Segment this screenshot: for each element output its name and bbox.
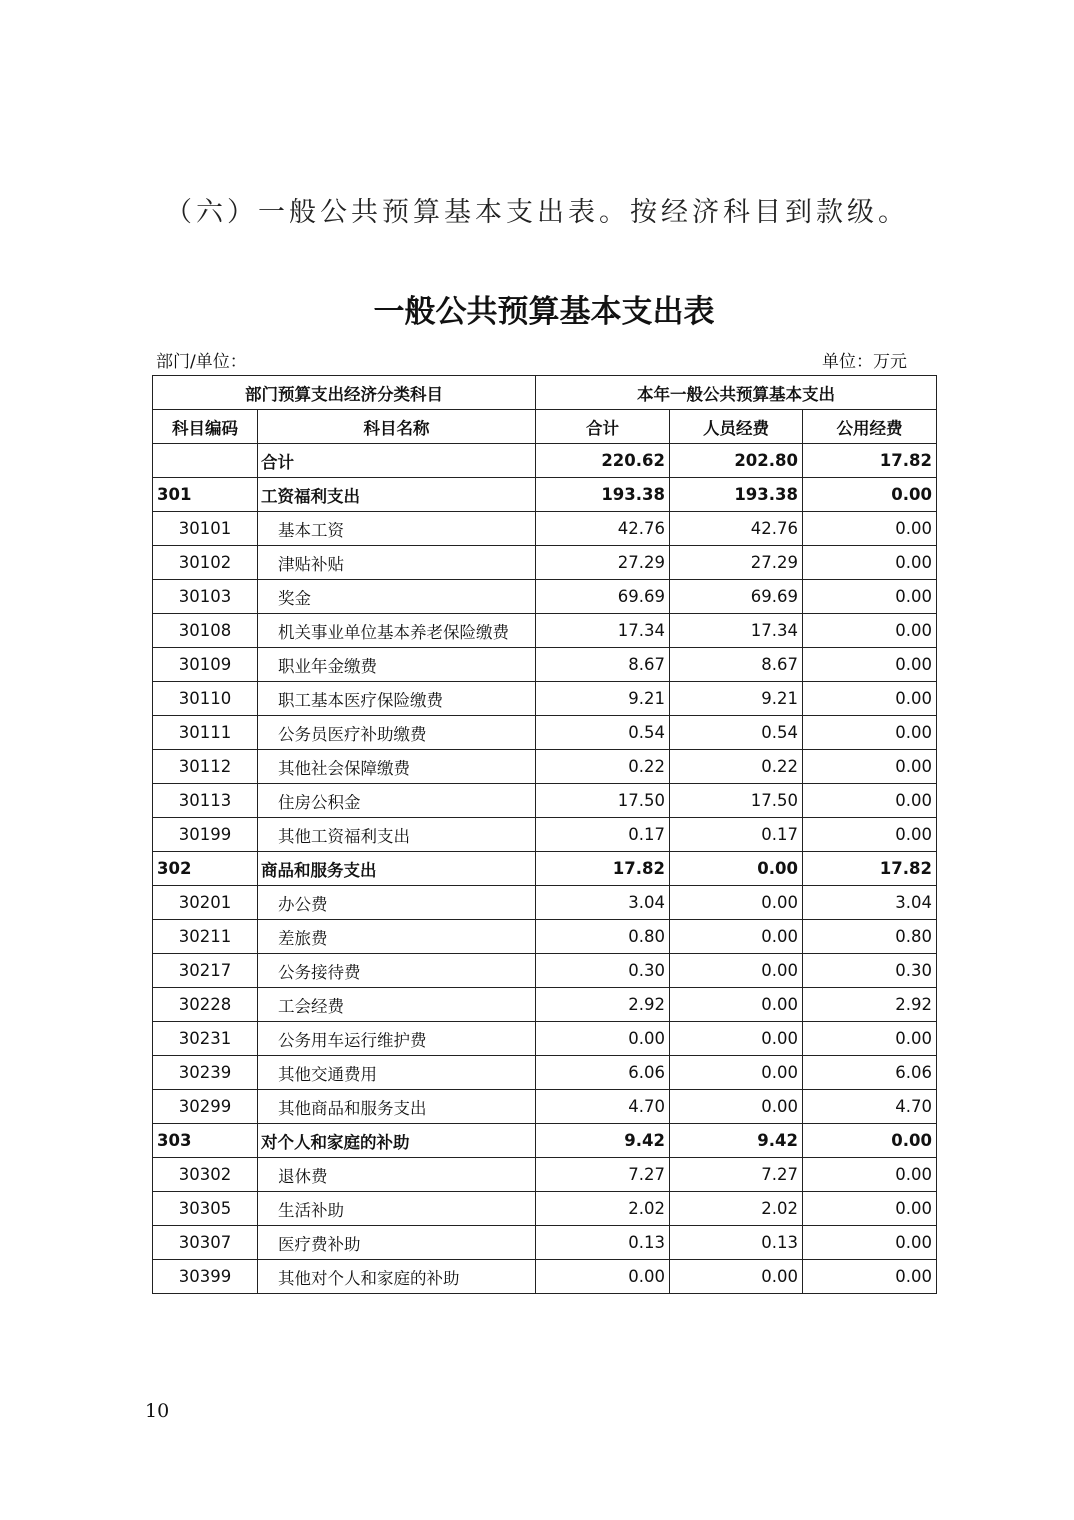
cell-public: 6.06 <box>803 1056 937 1090</box>
cell-public: 0.00 <box>803 1158 937 1192</box>
cell-code: 30305 <box>153 1192 258 1226</box>
cell-public: 0.00 <box>803 818 937 852</box>
cell-total: 0.30 <box>536 954 670 988</box>
budget-table <box>152 375 937 1294</box>
cell-personnel: 202.80 <box>670 444 803 478</box>
cell-personnel: 17.50 <box>670 784 803 818</box>
table-row <box>153 614 937 648</box>
table-row <box>153 1192 937 1226</box>
cell-public: 0.00 <box>803 1260 937 1294</box>
cell-total: 0.00 <box>536 1260 670 1294</box>
cell-total: 17.50 <box>536 784 670 818</box>
cell-name: 基本工资 <box>258 512 536 546</box>
cell-total: 193.38 <box>536 478 670 512</box>
cell-name: 津贴补贴 <box>258 546 536 580</box>
table-row <box>153 478 937 512</box>
cell-total: 9.21 <box>536 682 670 716</box>
cell-code: 301 <box>153 478 258 512</box>
cell-name: 商品和服务支出 <box>258 852 536 886</box>
cell-name: 奖金 <box>258 580 536 614</box>
cell-code: 30108 <box>153 614 258 648</box>
cell-name: 其他商品和服务支出 <box>258 1090 536 1124</box>
header-total: 合计 <box>536 410 670 444</box>
cell-public: 0.00 <box>803 614 937 648</box>
cell-total: 220.62 <box>536 444 670 478</box>
cell-name: 职业年金缴费 <box>258 648 536 682</box>
cell-code: 30111 <box>153 716 258 750</box>
table-row <box>153 1090 937 1124</box>
cell-code: 30113 <box>153 784 258 818</box>
cell-public: 0.00 <box>803 580 937 614</box>
cell-public: 3.04 <box>803 886 937 920</box>
cell-code: 30199 <box>153 818 258 852</box>
cell-code: 30302 <box>153 1158 258 1192</box>
department-label: 部门/单位： <box>156 352 247 372</box>
table-row <box>153 546 937 580</box>
cell-public: 4.70 <box>803 1090 937 1124</box>
cell-total: 8.67 <box>536 648 670 682</box>
cell-total: 27.29 <box>536 546 670 580</box>
cell-name: 退休费 <box>258 1158 536 1192</box>
cell-name: 对个人和家庭的补助 <box>258 1124 536 1158</box>
cell-public: 0.00 <box>803 716 937 750</box>
cell-name: 合计 <box>258 444 536 478</box>
cell-code: 30399 <box>153 1260 258 1294</box>
cell-public: 0.00 <box>803 784 937 818</box>
table-row <box>153 1226 937 1260</box>
table-body <box>153 444 937 1294</box>
cell-total: 0.00 <box>536 1022 670 1056</box>
cell-code: 30103 <box>153 580 258 614</box>
cell-name: 工会经费 <box>258 988 536 1022</box>
cell-total: 0.13 <box>536 1226 670 1260</box>
table-row <box>153 1260 937 1294</box>
cell-personnel: 0.13 <box>670 1226 803 1260</box>
cell-public: 17.82 <box>803 444 937 478</box>
cell-public: 0.00 <box>803 546 937 580</box>
header-public: 公用经费 <box>803 410 937 444</box>
cell-name: 公务员医疗补助缴费 <box>258 716 536 750</box>
cell-total: 17.82 <box>536 852 670 886</box>
cell-personnel: 0.00 <box>670 1090 803 1124</box>
header-group-row <box>153 376 937 410</box>
cell-total: 69.69 <box>536 580 670 614</box>
header-name: 科目名称 <box>258 410 536 444</box>
cell-personnel: 0.17 <box>670 818 803 852</box>
cell-personnel: 0.00 <box>670 852 803 886</box>
cell-code: 30110 <box>153 682 258 716</box>
cell-total: 17.34 <box>536 614 670 648</box>
header-basic-expenditure: 本年一般公共预算基本支出 <box>536 376 937 410</box>
table-row <box>153 1022 937 1056</box>
cell-personnel: 0.00 <box>670 1056 803 1090</box>
unit-label: 单位：万元 <box>822 352 907 372</box>
cell-public: 0.00 <box>803 512 937 546</box>
cell-name: 职工基本医疗保险缴费 <box>258 682 536 716</box>
table-row <box>153 852 937 886</box>
cell-public: 0.00 <box>803 1226 937 1260</box>
cell-total: 0.54 <box>536 716 670 750</box>
cell-total: 3.04 <box>536 886 670 920</box>
cell-code: 30231 <box>153 1022 258 1056</box>
table-row <box>153 1124 937 1158</box>
cell-personnel: 0.00 <box>670 1260 803 1294</box>
cell-personnel: 9.21 <box>670 682 803 716</box>
cell-total: 0.22 <box>536 750 670 784</box>
cell-name: 其他对个人和家庭的补助 <box>258 1260 536 1294</box>
table-row <box>153 784 937 818</box>
cell-code: 30112 <box>153 750 258 784</box>
cell-code: 30101 <box>153 512 258 546</box>
cell-personnel: 8.67 <box>670 648 803 682</box>
table-row <box>153 988 937 1022</box>
header-column-row <box>153 410 937 444</box>
cell-personnel: 0.00 <box>670 886 803 920</box>
cell-personnel: 0.00 <box>670 954 803 988</box>
table-row <box>153 750 937 784</box>
cell-personnel: 42.76 <box>670 512 803 546</box>
cell-public: 0.00 <box>803 750 937 784</box>
cell-name: 公务用车运行维护费 <box>258 1022 536 1056</box>
cell-total: 4.70 <box>536 1090 670 1124</box>
cell-public: 0.00 <box>803 1192 937 1226</box>
cell-personnel: 0.54 <box>670 716 803 750</box>
cell-total: 0.80 <box>536 920 670 954</box>
cell-code: 30211 <box>153 920 258 954</box>
header-economic-classification: 部门预算支出经济分类科目 <box>153 376 536 410</box>
table-row <box>153 920 937 954</box>
cell-code: 30239 <box>153 1056 258 1090</box>
cell-total: 9.42 <box>536 1124 670 1158</box>
cell-personnel: 69.69 <box>670 580 803 614</box>
table-title: 一般公共预算基本支出表 <box>373 294 715 330</box>
cell-name: 其他工资福利支出 <box>258 818 536 852</box>
cell-total: 6.06 <box>536 1056 670 1090</box>
cell-public: 0.00 <box>803 1022 937 1056</box>
cell-personnel: 193.38 <box>670 478 803 512</box>
cell-total: 2.92 <box>536 988 670 1022</box>
table-row <box>153 954 937 988</box>
table-row <box>153 580 937 614</box>
cell-name: 其他交通费用 <box>258 1056 536 1090</box>
cell-code: 302 <box>153 852 258 886</box>
cell-code: 30102 <box>153 546 258 580</box>
table-row <box>153 716 937 750</box>
cell-total: 7.27 <box>536 1158 670 1192</box>
cell-code <box>153 444 258 478</box>
cell-total: 42.76 <box>536 512 670 546</box>
cell-personnel: 0.00 <box>670 988 803 1022</box>
header-personnel: 人员经费 <box>670 410 803 444</box>
section-heading: （六）一般公共预算基本支出表。按经济科目到款级。 <box>165 197 909 228</box>
cell-public: 0.30 <box>803 954 937 988</box>
cell-code: 30201 <box>153 886 258 920</box>
table-row <box>153 648 937 682</box>
cell-name: 生活补助 <box>258 1192 536 1226</box>
cell-name: 办公费 <box>258 886 536 920</box>
cell-name: 其他社会保障缴费 <box>258 750 536 784</box>
cell-name: 工资福利支出 <box>258 478 536 512</box>
table-row <box>153 818 937 852</box>
cell-public: 17.82 <box>803 852 937 886</box>
cell-code: 30109 <box>153 648 258 682</box>
cell-personnel: 27.29 <box>670 546 803 580</box>
cell-personnel: 7.27 <box>670 1158 803 1192</box>
cell-total: 2.02 <box>536 1192 670 1226</box>
cell-personnel: 17.34 <box>670 614 803 648</box>
cell-public: 0.00 <box>803 682 937 716</box>
cell-public: 2.92 <box>803 988 937 1022</box>
cell-name: 住房公积金 <box>258 784 536 818</box>
table-row <box>153 1158 937 1192</box>
table-row <box>153 512 937 546</box>
cell-name: 机关事业单位基本养老保险缴费 <box>258 614 536 648</box>
cell-public: 0.80 <box>803 920 937 954</box>
table-row <box>153 1056 937 1090</box>
cell-public: 0.00 <box>803 1124 937 1158</box>
cell-personnel: 2.02 <box>670 1192 803 1226</box>
cell-name: 公务接待费 <box>258 954 536 988</box>
cell-code: 30299 <box>153 1090 258 1124</box>
table-row <box>153 886 937 920</box>
cell-code: 30228 <box>153 988 258 1022</box>
cell-total: 0.17 <box>536 818 670 852</box>
cell-personnel: 0.00 <box>670 1022 803 1056</box>
table-row <box>153 682 937 716</box>
cell-name: 差旅费 <box>258 920 536 954</box>
cell-public: 0.00 <box>803 478 937 512</box>
header-code: 科目编码 <box>153 410 258 444</box>
cell-public: 0.00 <box>803 648 937 682</box>
cell-code: 30307 <box>153 1226 258 1260</box>
cell-code: 30217 <box>153 954 258 988</box>
cell-personnel: 9.42 <box>670 1124 803 1158</box>
page-number: 10 <box>145 1400 170 1422</box>
cell-name: 医疗费补助 <box>258 1226 536 1260</box>
cell-personnel: 0.00 <box>670 920 803 954</box>
cell-code: 303 <box>153 1124 258 1158</box>
cell-personnel: 0.22 <box>670 750 803 784</box>
table-row <box>153 444 937 478</box>
